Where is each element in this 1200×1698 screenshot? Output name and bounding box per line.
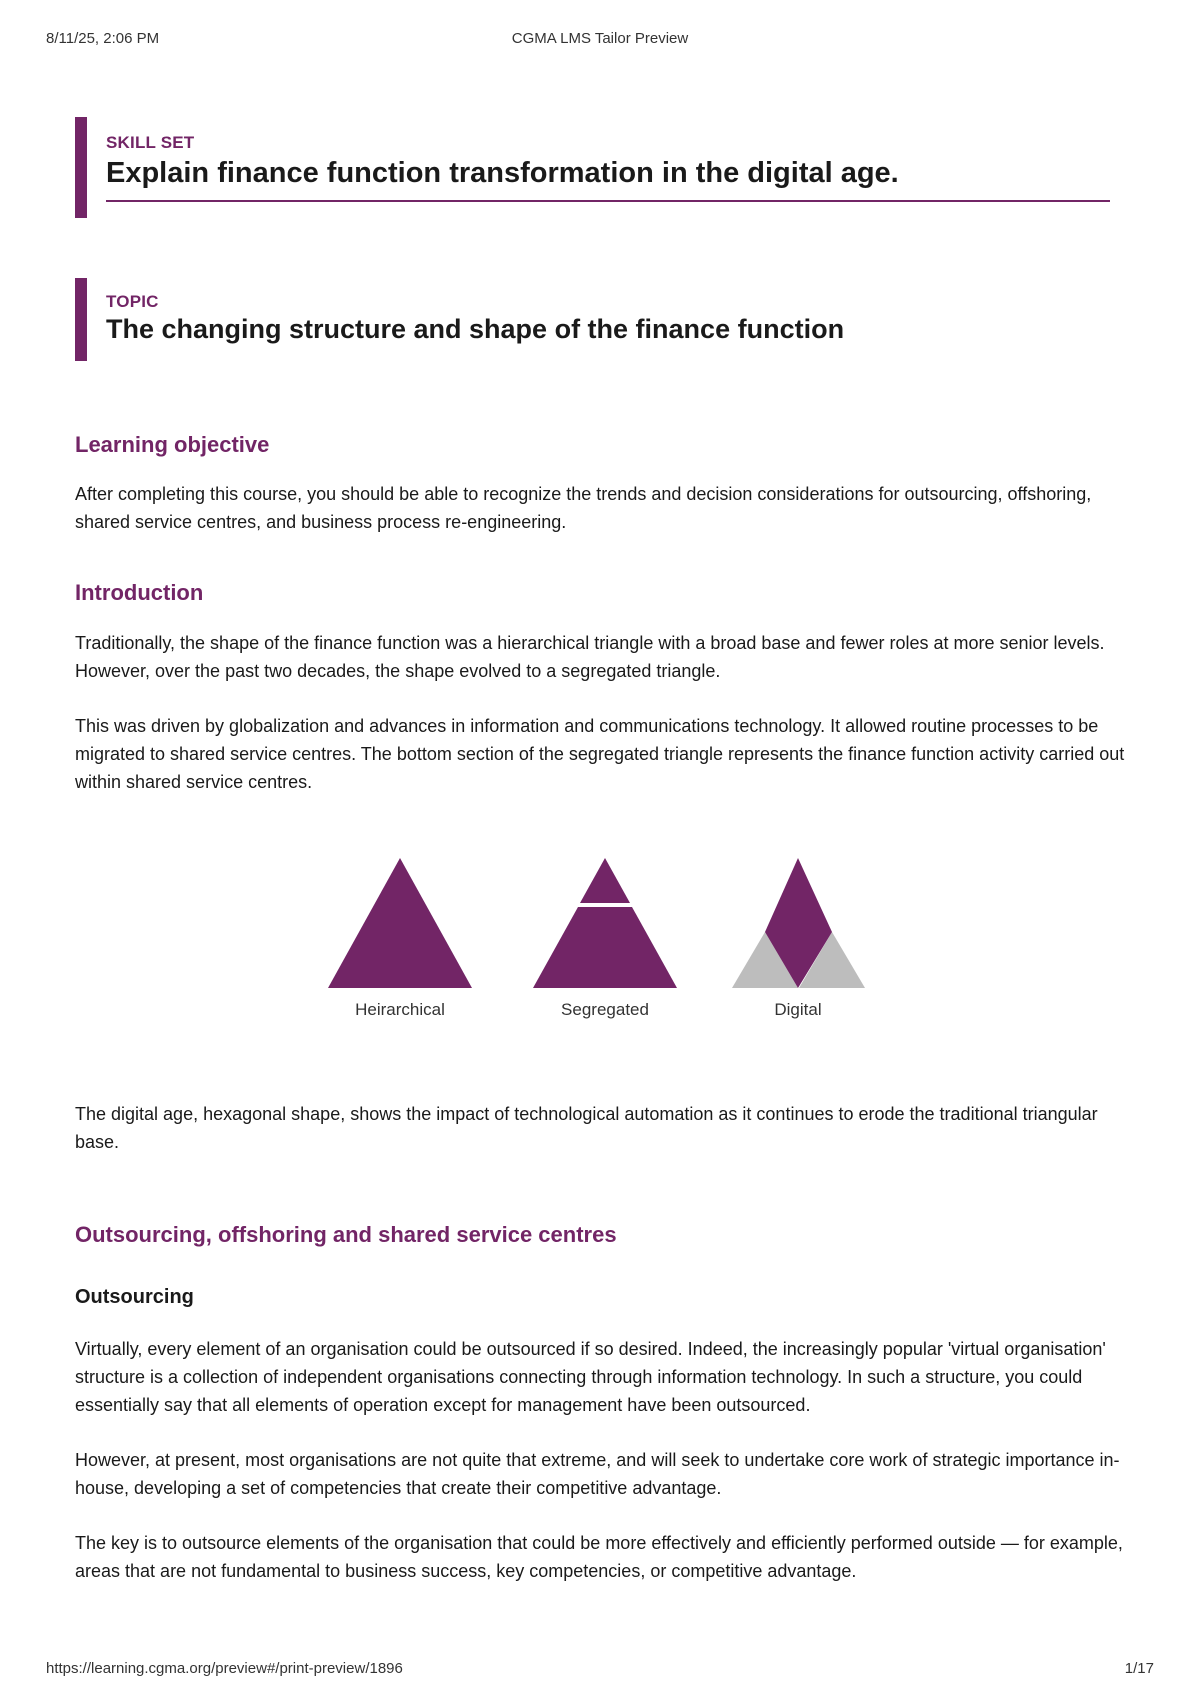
print-datetime: 8/11/25, 2:06 PM	[46, 30, 160, 47]
outsourcing-paragraph-3: The key is to outsource elements of the organisation that could be more effectively and efficiently performed outside — for example, areas that are not fundamental to business success, key competencies, or competitive advantage.	[75, 1533, 1123, 1581]
diagram-label-digital: Digital	[774, 1000, 822, 1019]
outsourcing-paragraph-1: Virtually, every element of an organisation could be outsourced if so desired. Indeed, the increasingly popular 'virtual organisation' structure is a collection of independent organisations connecting through information technology. In such a structure, you could essentially say that all elements of operation except for management have been outsourced.	[75, 1339, 1106, 1415]
print-url: https://learning.cgma.org/preview#/print-preview/1896	[46, 1660, 403, 1677]
print-header	[46, 30, 1154, 50]
skill-set-label: SKILL SET	[106, 133, 195, 152]
diagram-label-segregated: Segregated	[561, 1000, 649, 1019]
page-count: 1/17	[1124, 1660, 1154, 1677]
topic-title: The changing structure and shape of the finance function	[106, 314, 845, 344]
topic-block	[75, 278, 1117, 361]
outsourcing-sub-heading: Outsourcing	[75, 1286, 194, 1308]
learning-objective-heading: Learning objective	[75, 432, 270, 457]
skill-set-block	[75, 117, 1117, 218]
segregated-triangle-top	[580, 858, 630, 903]
introduction-paragraph-1: Traditionally, the shape of the finance function was a hierarchical triangle with a broad base and fewer roles at more senior levels. However, over the past two decades, the shape evolved to a segregated triangle.	[75, 633, 1105, 681]
segregated-triangle-bottom	[533, 907, 677, 988]
topic-label: TOPIC	[106, 292, 159, 311]
introduction-paragraph-2: This was driven by globalization and advances in information and communications technology. It allowed routine processes to be migrated to shared service centres. The bottom section of the segregated triangle represents the finance function activity carried out within shared service centres.	[75, 716, 1125, 792]
diagram-label-hierarchical: Heirarchical	[355, 1000, 445, 1019]
digital-age-paragraph: The digital age, hexagonal shape, shows the impact of technological automation as it continues to erode the traditional triangular base.	[75, 1104, 1098, 1152]
finance-shape-svg	[320, 855, 900, 995]
print-footer	[46, 1660, 1154, 1680]
hierarchical-triangle	[328, 858, 472, 988]
print-page-title: CGMA LMS Tailor Preview	[511, 30, 689, 47]
outsourcing-section-heading: Outsourcing, offshoring and shared service centres	[75, 1222, 617, 1247]
learning-objective-text: After completing this course, you should be able to recognize the trends and decision considerations for outsourcing, offshoring, shared service centres, and business process re-engineering.	[75, 484, 1092, 532]
skill-set-title: Explain finance function transformation in the digital age.	[106, 157, 1110, 202]
introduction-heading: Introduction	[75, 580, 204, 605]
outsourcing-paragraph-2: However, at present, most organisations are not quite that extreme, and will seek to undertake core work of strategic importance in-house, developing a set of competencies that create their competitive advantage.	[75, 1450, 1120, 1498]
finance-shape-diagram	[320, 855, 900, 1025]
